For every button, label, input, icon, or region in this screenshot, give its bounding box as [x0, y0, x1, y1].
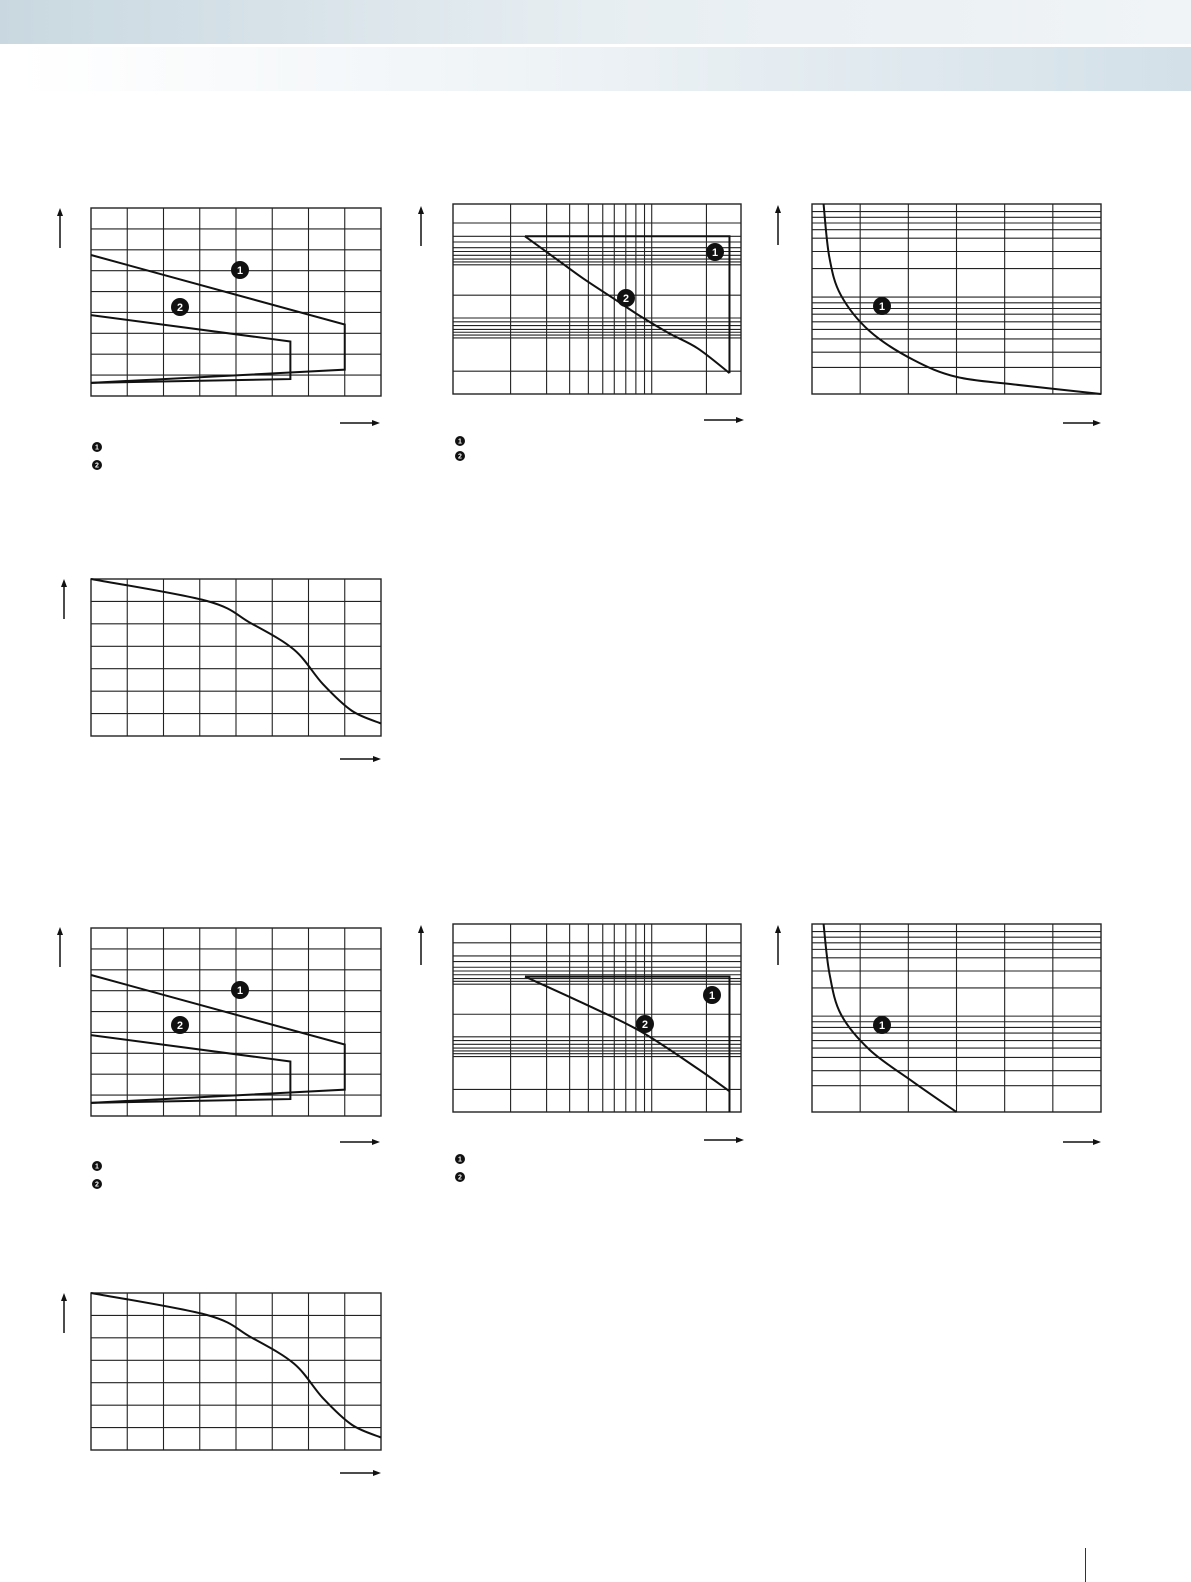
y-axis-arrowhead [775, 205, 781, 213]
y-axis-arrowhead [775, 925, 781, 933]
curve-marker-label: 1 [878, 1019, 886, 1032]
y-axis-arrowhead [418, 925, 424, 933]
chart-bottom-left [57, 927, 381, 1189]
chart-top-middle [418, 204, 744, 461]
plot-frame [453, 204, 741, 394]
curve-marker-label: 1 [708, 989, 716, 1002]
y-axis-arrowhead [61, 579, 67, 587]
x-axis-arrowhead [1093, 1139, 1101, 1145]
curve-marker-label: 1 [711, 246, 719, 259]
curve-marker-label: 1 [878, 300, 886, 313]
chart-lower-left [61, 1293, 381, 1476]
x-axis-arrowhead [372, 420, 380, 426]
x-axis-arrowhead [1093, 420, 1101, 426]
curve-marker-label: 2 [176, 1019, 184, 1032]
x-axis-arrowhead [372, 1139, 380, 1145]
y-axis-arrowhead [61, 1293, 67, 1301]
legend-marker-label: 2 [458, 1174, 462, 1182]
chart-top-right [775, 204, 1101, 426]
y-axis-arrowhead [57, 927, 63, 935]
x-axis-arrowhead [373, 756, 381, 762]
legend-marker-label: 1 [95, 1163, 99, 1171]
series-line-1 [824, 924, 957, 1112]
chart-mid-left [61, 579, 381, 762]
x-axis-arrowhead [373, 1470, 381, 1476]
curve-marker-label: 2 [641, 1018, 649, 1031]
series-line-2 [91, 1035, 290, 1103]
y-axis-arrowhead [57, 208, 63, 216]
chart-bottom-middle [418, 924, 744, 1182]
chart-bottom-right [775, 924, 1101, 1145]
legend-marker-label: 1 [458, 1156, 462, 1164]
legend-marker-label: 1 [95, 444, 99, 452]
curve-marker-label: 1 [236, 984, 244, 997]
x-axis-arrowhead [736, 1137, 744, 1143]
y-axis-arrowhead [418, 206, 424, 214]
series-line-1 [91, 975, 345, 1103]
series-line-1 [824, 204, 1101, 394]
plot-frame [453, 924, 741, 1112]
x-axis-arrowhead [736, 417, 744, 423]
chart-top-left [57, 208, 381, 470]
legend-marker-label: 1 [458, 438, 462, 446]
legend-marker-label: 2 [95, 1181, 99, 1189]
curve-marker-label: 2 [176, 301, 184, 314]
legend-marker-label: 2 [458, 453, 462, 461]
legend-marker-label: 2 [95, 462, 99, 470]
curve-marker-label: 1 [236, 264, 244, 277]
series-line-1 [91, 255, 345, 383]
curve-marker-label: 2 [622, 292, 630, 305]
series-line-2 [525, 977, 729, 1092]
series-line-2 [91, 315, 290, 383]
